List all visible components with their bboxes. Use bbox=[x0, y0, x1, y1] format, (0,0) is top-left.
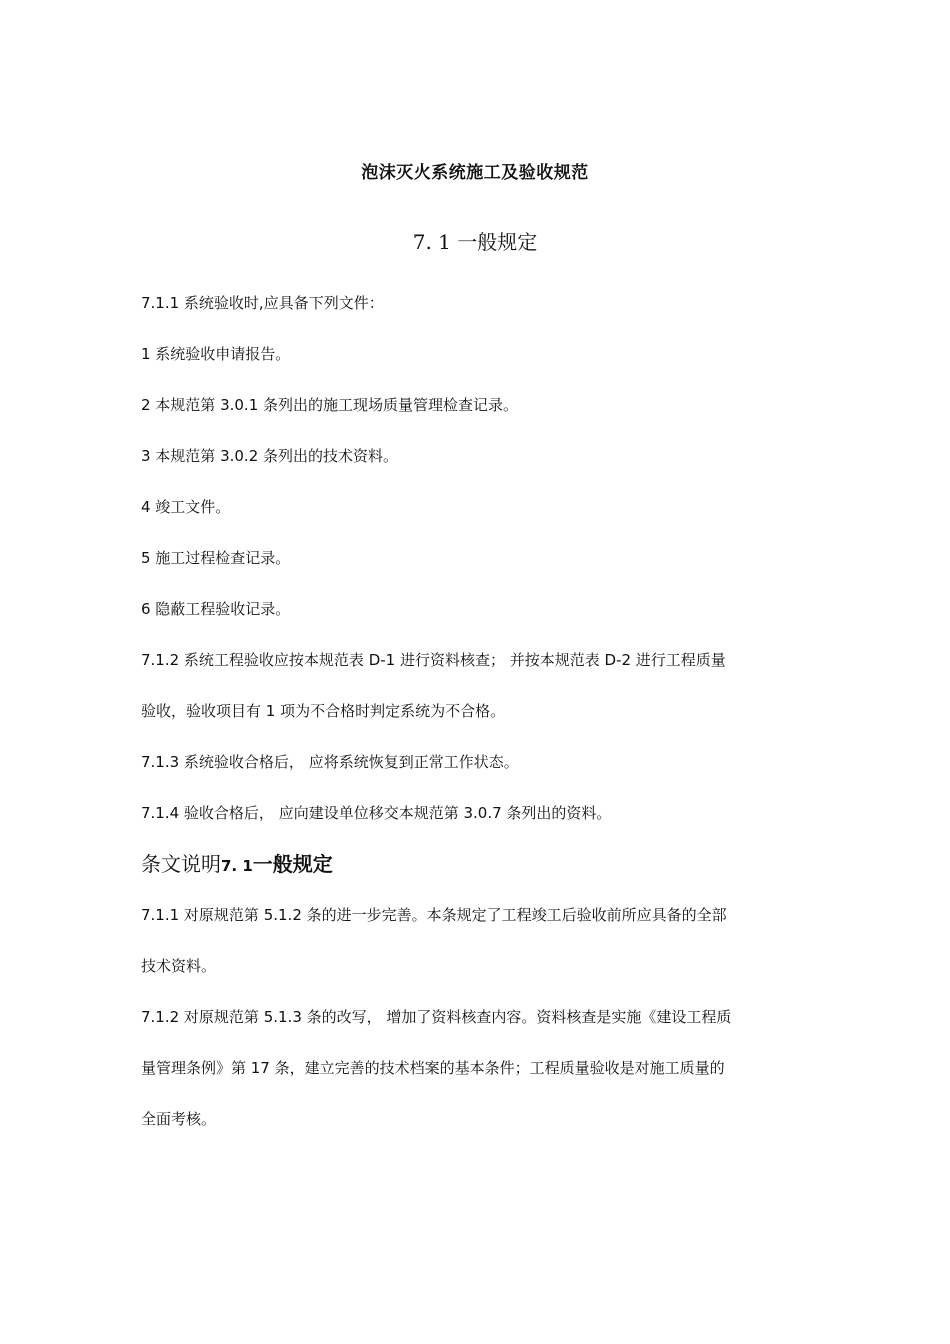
explanation-line-2: 技术资料。 bbox=[141, 957, 217, 975]
clause-7-1-2: 7.1.2 系统工程验收应按本规范表 D-1 进行资料核查； 并按本规范表 D-2 进行工程质量 bbox=[141, 651, 726, 669]
explanation-line-4: 量管理条例》第 17 条，建立完善的技术档案的基本条件；工程质量验收是对施工质量的 bbox=[141, 1059, 725, 1077]
list-item-2: 2 本规范第 3.0.1 条列出的施工现场质量管理检查记录。 bbox=[141, 396, 519, 414]
list-item-6: 6 隐蔽工程验收记录。 bbox=[141, 600, 291, 618]
list-item-4: 4 竣工文件。 bbox=[141, 498, 231, 516]
clause-7-1-2-cont: 验收，验收项目有 1 项为不合格时判定系统为不合格。 bbox=[141, 702, 506, 720]
explanation-number: 7. 1 bbox=[221, 857, 253, 875]
explanation-line-3: 7.1.2 对原规范第 5.1.3 条的改写， 增加了资料核查内容。资料核查是实施《建设工程质 bbox=[141, 1008, 732, 1026]
document-body bbox=[141, 278, 821, 1145]
explanation-line-1: 7.1.1 对原规范第 5.1.2 条的进一步完善。本条规定了工程竣工后验收前所应具备的全部 bbox=[141, 906, 727, 924]
list-item-3: 3 本规范第 3.0.2 条列出的技术资料。 bbox=[141, 447, 399, 465]
explanation-title: 一般规定 bbox=[252, 852, 333, 876]
explanation-heading bbox=[141, 839, 821, 890]
list-item-5: 5 施工过程检查记录。 bbox=[141, 549, 291, 567]
clause-7-1-3: 7.1.3 系统验收合格后， 应将系统恢复到正常工作状态。 bbox=[141, 753, 519, 771]
clause-7-1-4: 7.1.4 验收合格后， 应向建设单位移交本规范第 3.0.7 条列出的资料。 bbox=[141, 804, 612, 822]
explanation-line-5: 全面考核。 bbox=[141, 1110, 217, 1128]
explanation-label: 条文说明 bbox=[141, 852, 221, 876]
list-item-1: 1 系统验收申请报告。 bbox=[141, 345, 291, 363]
document-title: 泡沫灭火系统施工及验收规范 bbox=[361, 163, 589, 183]
clause-7-1-1: 7.1.1 系统验收时,应具备下列文件： bbox=[141, 294, 384, 312]
section-heading: 7. 1 一般规定 bbox=[412, 230, 538, 254]
